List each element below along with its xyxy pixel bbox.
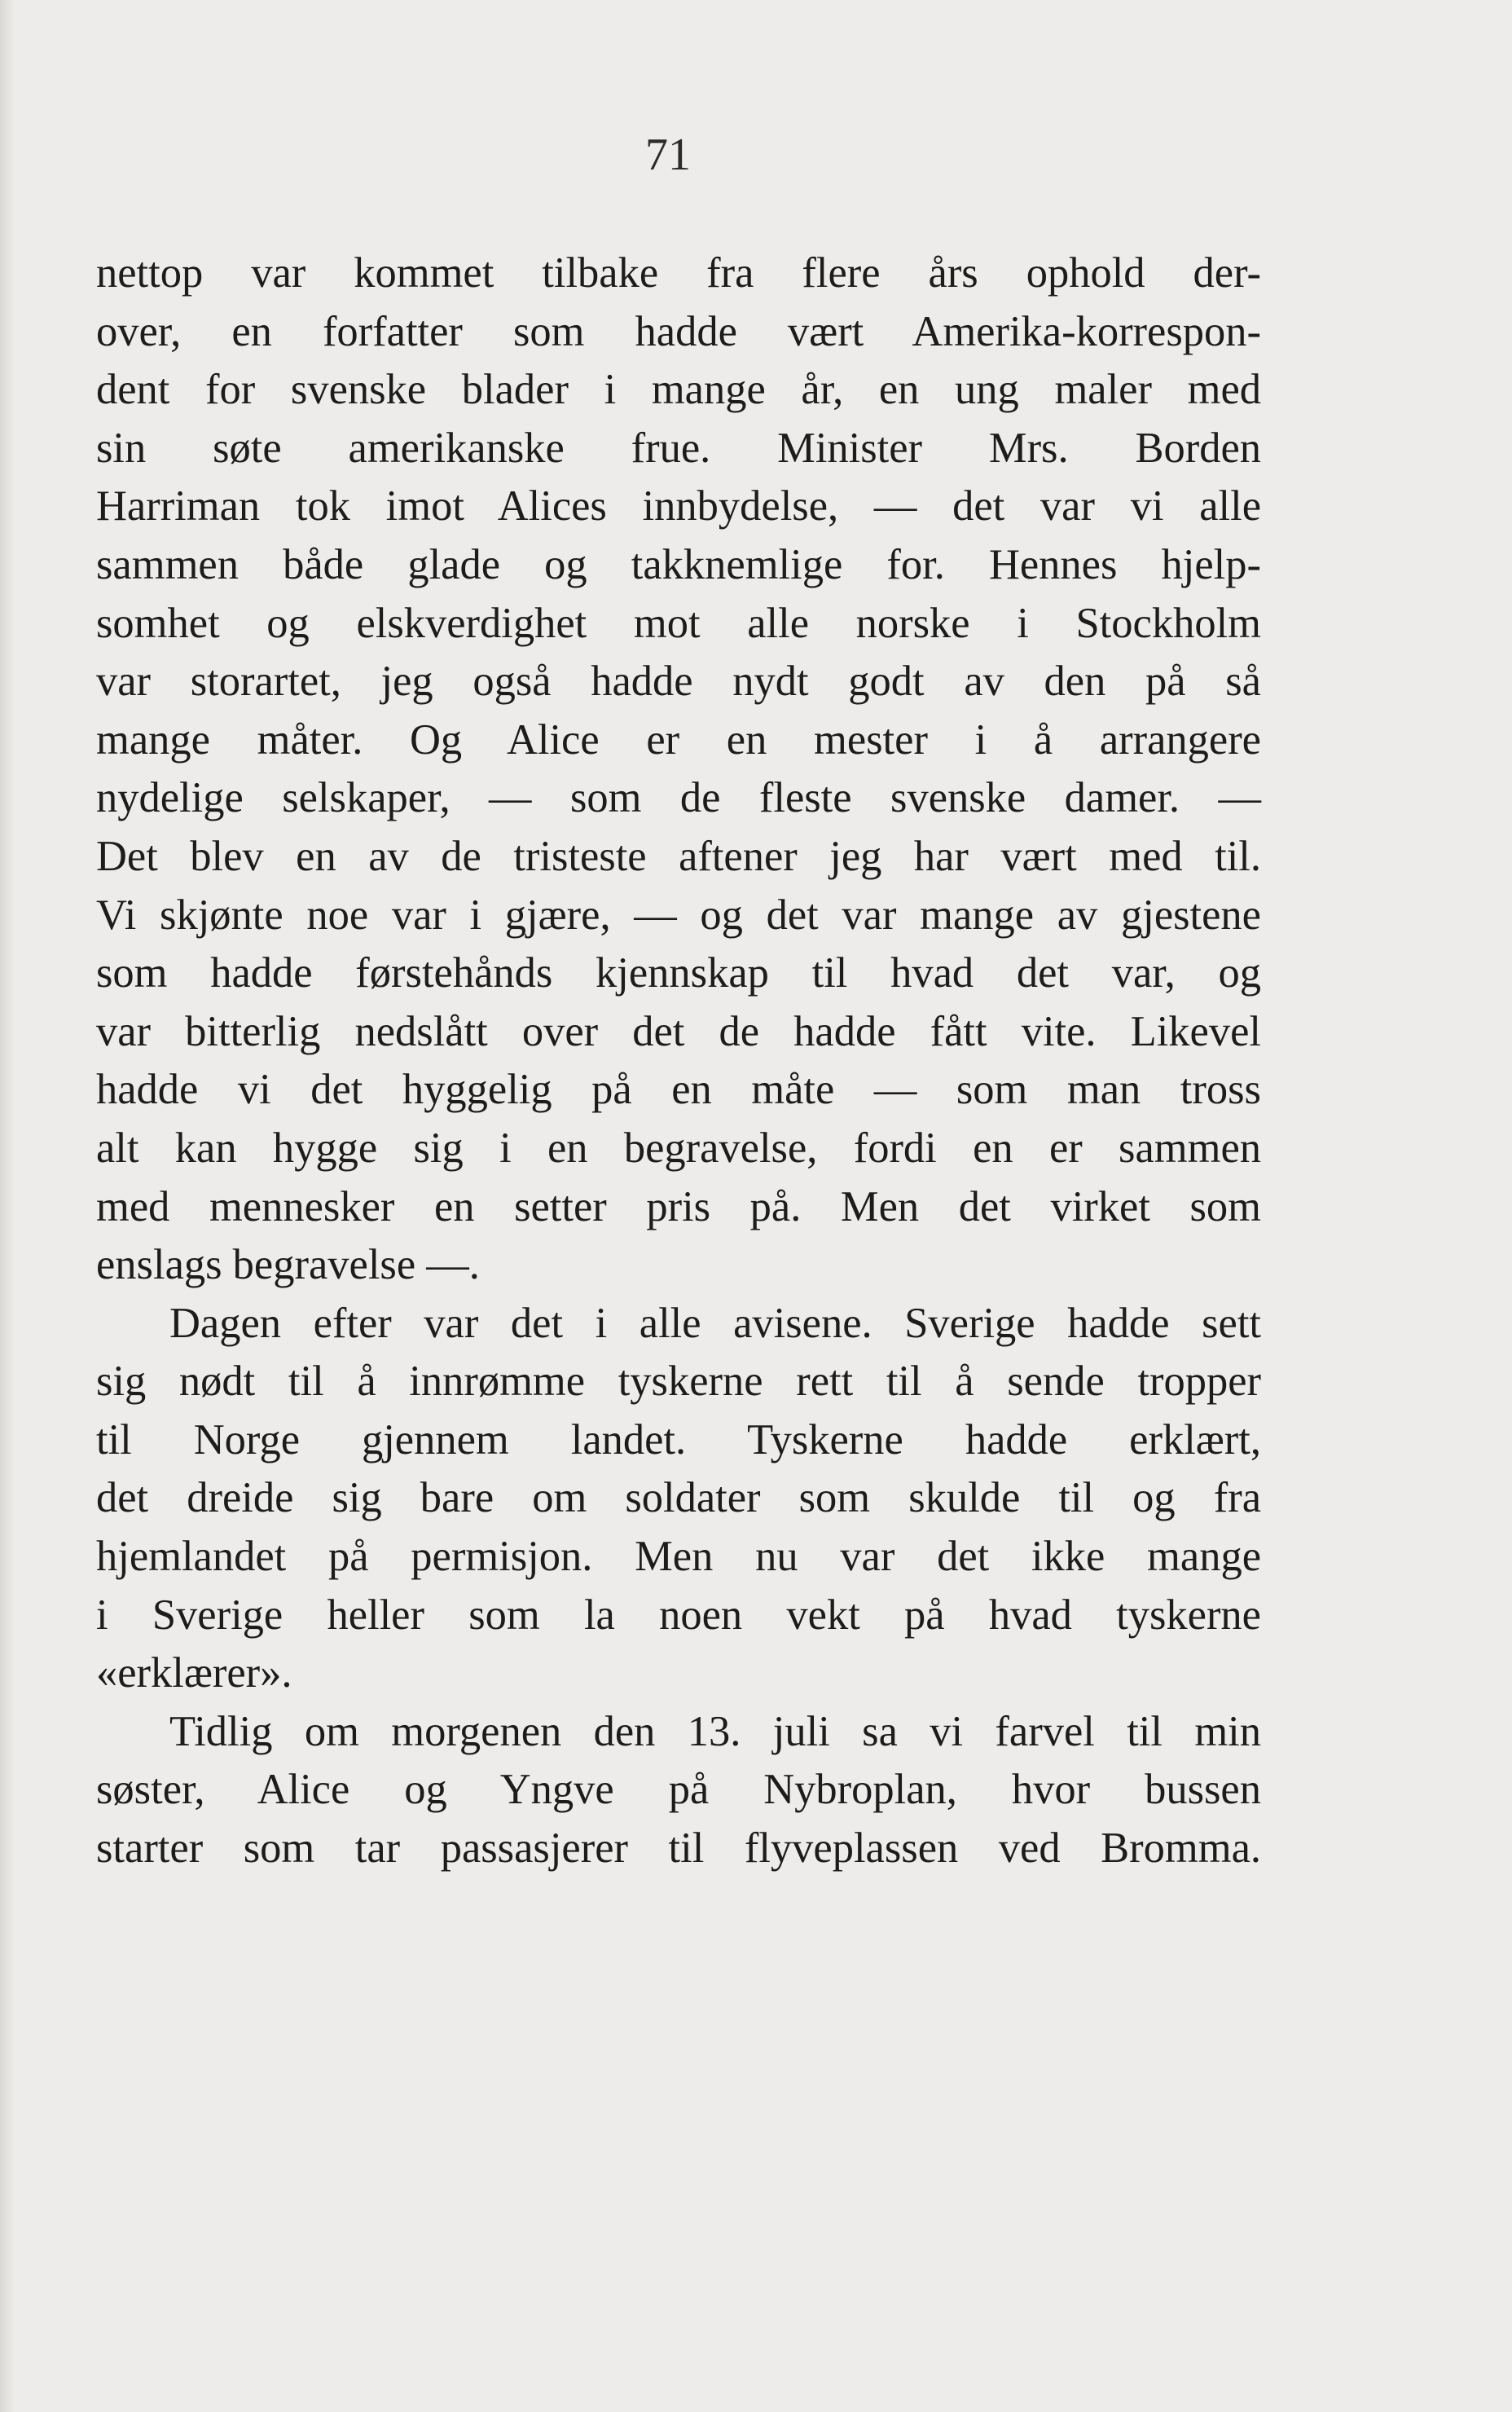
text-line: alt kan hygge sig i en begravelse, fordi en er sammen [96,1124,1261,1172]
text-line: «erklærer». [96,1649,292,1697]
paragraph-start-line: Dagen efter var det i alle avisene. Sverige hadde sett [169,1299,1261,1347]
text-line: Harriman tok imot Alices innbydelse, — det var vi alle [96,482,1261,530]
text-line: nettop var kommet tilbake fra flere års ophold der- [96,249,1261,297]
text-line: mange måter. Og Alice er en mester i å arrangere [96,715,1261,764]
text-line: over, en forfatter som hadde vært Amerika-korrespon- [96,307,1261,355]
text-line: sig nødt til å innrømme tyskerne rett til å sende tropper [96,1358,1261,1406]
text-line: hadde vi det hyggelig på en måte — som man tross [96,1066,1261,1114]
text-line: i Sverige heller som la noen vekt på hvad tyskerne [96,1591,1261,1639]
paragraph-start-line: Tidlig om morgenen den 13. juli sa vi farvel til min [169,1707,1261,1755]
text-line: sammen både glade og takknemlige for. Hennes hjelp- [96,540,1261,588]
text-line: med mennesker en setter pris på. Men det virket som [96,1182,1261,1230]
text-line: enslags begravelse —. [96,1241,480,1289]
text-line: hjemlandet på permisjon. Men nu var det ikke mange [96,1533,1261,1581]
text-line: var bitterlig nedslått over det de hadde fått vite. Likevel [96,1007,1261,1055]
text-line: nydelige selskaper, — som de fleste svenske damer. — [96,774,1261,822]
text-line: dent for svenske blader i mange år, en ung maler med [96,366,1261,414]
text-line: var storartet, jeg også hadde nydt godt av den på så [96,658,1261,706]
text-line: som hadde førstehånds kjennskap til hvad det var, og [96,949,1261,997]
text-line: Vi skjønte noe var i gjære, — og det var mange av gjestene [96,891,1261,939]
page-number: 71 [645,130,691,180]
text-line: Det blev en av de tristeste aftener jeg har vært med til. [96,832,1261,880]
text-line: starter som tar passasjerer til flyveplassen ved Bromma. [96,1824,1261,1873]
body-text [96,244,1261,1878]
text-line: sin søte amerikanske frue. Minister Mrs. Borden [96,424,1261,472]
text-line: søster, Alice og Yngve på Nybroplan, hvor bussen [96,1766,1261,1814]
text-line: til Norge gjennem landet. Tyskerne hadde erklært, [96,1415,1261,1463]
text-line: somhet og elskverdighet mot alle norske i Stockholm [96,599,1261,647]
text-line: det dreide sig bare om soldater som skulde til og fra [96,1474,1261,1522]
